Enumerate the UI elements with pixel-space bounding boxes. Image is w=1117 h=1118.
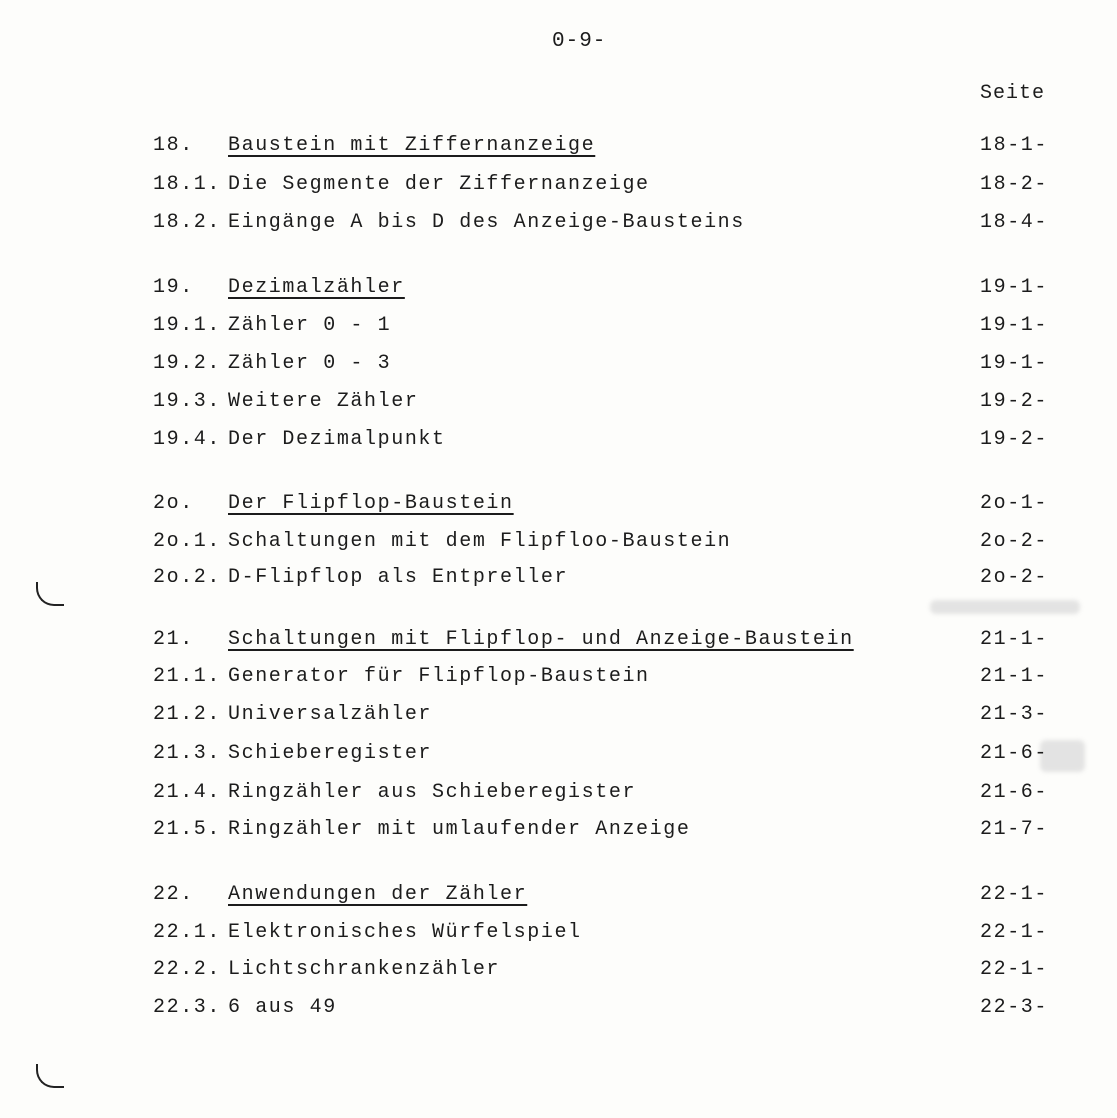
toc-section-title: Die Segmente der Ziffernanzeige [228,173,650,196]
toc-chapter-title: Der Flipflop-Baustein [228,492,514,515]
toc-number: 18.1. [153,173,222,196]
toc-section-row [0,955,1117,985]
toc-number: 19.1. [153,314,222,337]
toc-section-row [0,778,1117,808]
toc-page-ref: 18-4- [980,211,1049,234]
toc-section-row [0,349,1117,379]
toc-section-row [0,425,1117,455]
toc-section-title: Eingänge A bis D des Anzeige-Bausteins [228,211,745,234]
toc-page-ref: 2o-1- [980,492,1049,515]
toc-chapter-title: Schaltungen mit Flipflop- und Anzeige-Baustein [228,628,854,651]
toc-page-ref: 18-1- [980,134,1049,157]
toc-number: 21. [153,628,194,651]
toc-section-title: D-Flipflop als Entpreller [228,566,569,589]
toc-number: 18. [153,134,194,157]
paper-smudge [930,600,1080,614]
toc-number: 22.2. [153,958,222,981]
toc-page-ref: 21-6- [980,742,1049,765]
toc-section-row [0,208,1117,238]
toc-number: 21.3. [153,742,222,765]
toc-page-ref: 21-1- [980,628,1049,651]
toc-section-row [0,387,1117,417]
toc-section-title: Generator für Flipflop-Baustein [228,665,650,688]
toc-page-ref: 22-1- [980,958,1049,981]
binder-hole-mark [36,582,64,606]
toc-page-ref: 19-2- [980,428,1049,451]
toc-number: 18.2. [153,211,222,234]
toc-page-ref: 19-1- [980,276,1049,299]
toc-chapter-row [0,131,1117,161]
toc-page-ref: 19-1- [980,352,1049,375]
toc-section-title: Schaltungen mit dem Flipfloo-Baustein [228,530,732,553]
toc-page-ref: 21-3- [980,703,1049,726]
toc-page-ref: 22-3- [980,996,1049,1019]
toc-section-title: Ringzähler mit umlaufender Anzeige [228,818,691,841]
toc-page-ref: 2o-2- [980,566,1049,589]
toc-page-ref: 19-1- [980,314,1049,337]
toc-section-row [0,993,1117,1023]
toc-section-row [0,700,1117,730]
toc-page-ref: 21-7- [980,818,1049,841]
toc-page-ref: 21-1- [980,665,1049,688]
toc-number: 19.4. [153,428,222,451]
toc-number: 21.4. [153,781,222,804]
toc-number: 21.5. [153,818,222,841]
toc-number: 2o.2. [153,566,222,589]
toc-number: 19.3. [153,390,222,413]
toc-page-ref: 2o-2- [980,530,1049,553]
toc-page-ref: 19-2- [980,390,1049,413]
toc-number: 22. [153,883,194,906]
toc-section-title: Zähler 0 - 3 [228,352,392,375]
toc-chapter-row [0,880,1117,910]
toc-section-row [0,563,1117,593]
toc-number: 21.1. [153,665,222,688]
toc-section-row [0,739,1117,769]
toc-number: 19.2. [153,352,222,375]
toc-number: 2o.1. [153,530,222,553]
toc-number: 21.2. [153,703,222,726]
toc-section-title: Universalzähler [228,703,433,726]
toc-section-title: Schieberegister [228,742,433,765]
toc-chapter-row [0,489,1117,519]
toc-page-ref: 22-1- [980,883,1049,906]
toc-page-ref: 18-2- [980,173,1049,196]
toc-section-title: Der Dezimalpunkt [228,428,446,451]
toc-page-ref: 22-1- [980,921,1049,944]
toc-chapter-title: Dezimalzähler [228,276,405,299]
toc-chapter-title: Baustein mit Ziffernanzeige [228,134,596,157]
toc-section-row [0,662,1117,692]
toc-section-row [0,815,1117,845]
toc-chapter-row [0,273,1117,303]
toc-section-title: Weitere Zähler [228,390,419,413]
toc-section-row [0,918,1117,948]
toc-section-title: Elektronisches Würfelspiel [228,921,582,944]
binder-hole-mark [36,1064,64,1088]
toc-chapter-title: Anwendungen der Zähler [228,883,528,906]
toc-chapter-row [0,625,1117,655]
toc-number: 2o. [153,492,194,515]
toc-section-title: Zähler 0 - 1 [228,314,392,337]
page-column-header: Seite [980,82,1046,105]
toc-section-row [0,527,1117,557]
toc-section-row [0,170,1117,200]
toc-section-title: Lichtschrankenzähler [228,958,501,981]
toc-section-title: 6 aus 49 [228,996,337,1019]
toc-number: 19. [153,276,194,299]
toc-section-title: Ringzähler aus Schieberegister [228,781,637,804]
toc-section-row [0,311,1117,341]
toc-number: 22.3. [153,996,222,1019]
toc-number: 22.1. [153,921,222,944]
toc-page-ref: 21-6- [980,781,1049,804]
page-number: 0-9- [552,30,607,53]
